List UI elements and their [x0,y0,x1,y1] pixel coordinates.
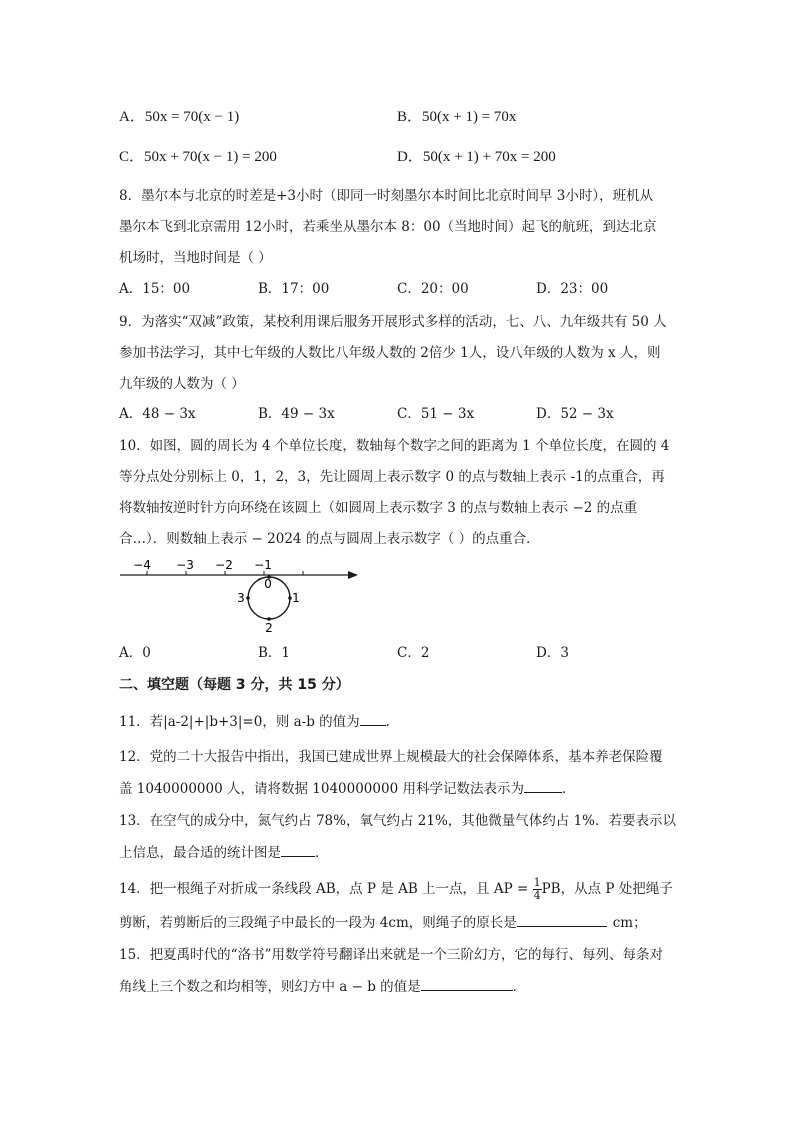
circle-label: 0 [264,577,272,591]
q13-text: 上信息，最合适的统计图是 [119,845,281,861]
q12-answer-blank[interactable] [524,778,562,793]
q14-unit: cm； [612,915,647,931]
q8-option-b: B．17：00 [258,281,330,297]
number-line-label: −4 [133,558,151,572]
q14-stem-line-1 [119,877,673,902]
q9-stem-line-2: 参加书法学习，其中七年级的人数比八年级人数的 2倍少 1人，设八年级的人数为 x 人，则 [119,345,661,361]
q8-option-d: D．23：00 [536,281,609,297]
number-line-label: −2 [215,558,233,572]
q8-option-c: C．20：00 [397,281,469,297]
q10-option-d: D．3 [536,645,569,661]
q9-option-d: D．52 − 3x [536,406,614,422]
q8-stem-line-3: 机场时，当地时间是（ ） [119,250,272,266]
q10-stem-line-1: 10．如图，圆的周长为 4 个单位长度，数轴每个数字之间的距离为 1 个单位长度，在圆的 4 [119,438,670,454]
q15-text: 角线上三个数之和均相等，则幻方中 a − b 的值是 [119,979,421,995]
q15-end: ． [512,979,527,995]
q10-option-c: C．2 [397,645,430,661]
circle-point [246,596,250,600]
q13-stem-line-1: 13．在空气的成分中，氮气约占 78%，氧气约占 21%，其他微量气体约占 1%．若要表示以 [119,813,676,829]
q7-option-d: D．50(x + 1) + 70x = 200 [397,149,556,165]
q7-option-c: C．50x + 70(x − 1) = 200 [119,149,277,165]
q15-answer-blank[interactable] [421,976,513,991]
q10-figure [110,555,370,635]
q7-option-b: B．50(x + 1) = 70x [397,109,517,125]
section-title: 二、填空题（每题 3 分，共 15 分） [119,677,350,693]
q14-text-1: 14．把一根绳子对折成一条线段 AB，点 P 是 AB 上一点，且 AP = [119,881,529,897]
q12-stem-line-2 [119,778,575,799]
q9-stem-line-1: 9．为落实“双减”政策，某校利用课后服务开展形式多样的活动，七、八、九年级共有 50 人 [119,314,667,330]
circle-label: 1 [292,591,300,605]
q12-stem-line-1: 12．党的二十大报告中指出，我国已建成世界上规模最大的社会保障体系，基本养老保险覆 [119,749,663,765]
number-line-label: −1 [254,558,272,572]
q14-stem-line-2 [119,912,647,933]
q8-stem-line-1: 8．墨尔本与北京的时差是+3小时（即同一时刻墨尔本时间比北京时间早 3小时），班机从 [119,188,654,204]
q15-stem-line-1: 15．把夏禹时代的“洛书”用数学符号翻译出来就是一个三阶幻方，它的每行、每列、每条对 [119,947,663,963]
number-line-arrow [348,571,358,579]
q12-text: 盖 1040000000 人，请将数据 1040000000 用科学记数法表示为 [119,781,524,797]
fraction-numerator: 1 [533,876,541,889]
q7-option-a: A．50x = 70(x − 1) [119,109,240,125]
q15-stem-line-2 [119,976,526,997]
q14-text-3: 剪断，若剪断后的三段绳子中最长的一段为 4cm，则绳子的原长是 [119,915,517,931]
q10-option-b: B．1 [258,645,291,661]
q11-text: 11．若|a-2|+|b+3|=0，则 a-b 的值为 [119,714,360,730]
q11-answer-blank[interactable] [360,711,386,726]
q11-end: ． [385,714,400,730]
q14-answer-blank[interactable] [517,912,607,927]
q9-option-c: C．51 − 3x [397,406,475,422]
q8-option-a: A．15：00 [119,281,191,297]
circle-label: 2 [265,621,273,635]
q10-stem-line-2: 等分点处分别标上 0，1，2，3，先让圆周上表示数字 0 的点与数轴上表示 -1的点重合，再 [119,469,665,485]
circle-label: 3 [237,591,245,605]
q13-stem-line-2 [119,842,329,863]
q9-stem-line-3: 九年级的人数为（ ） [119,376,245,392]
q10-option-a: A．0 [119,645,151,661]
q11-stem [119,711,399,732]
q13-end: ． [315,845,329,861]
number-line-label: −3 [176,558,194,572]
q10-stem-line-3: 将数轴按逆时针方向环绕在该圆上（如圆周上表示数字 3 的点与数轴上表示 −2 的点重 [119,500,638,516]
q14-text-2: PB，从点 P 处把绳子 [541,881,673,897]
q10-stem-line-4: 合…）．则数轴上表示 − 2024 的点与圆周上表示数字（ ）的点重合． [119,531,540,547]
q9-option-b: B．49 − 3x [258,406,335,422]
q8-stem-line-2: 墨尔本飞到北京需用 12小时，若乘坐从墨尔本 8：00（当地时间）起飞的航班，到达北京 [119,219,657,235]
fraction-denominator: 4 [533,889,541,902]
q9-option-a: A．48 − 3x [119,406,196,422]
q14-fraction [533,877,542,902]
q13-answer-blank[interactable] [281,842,315,857]
q12-end: ． [561,781,576,797]
